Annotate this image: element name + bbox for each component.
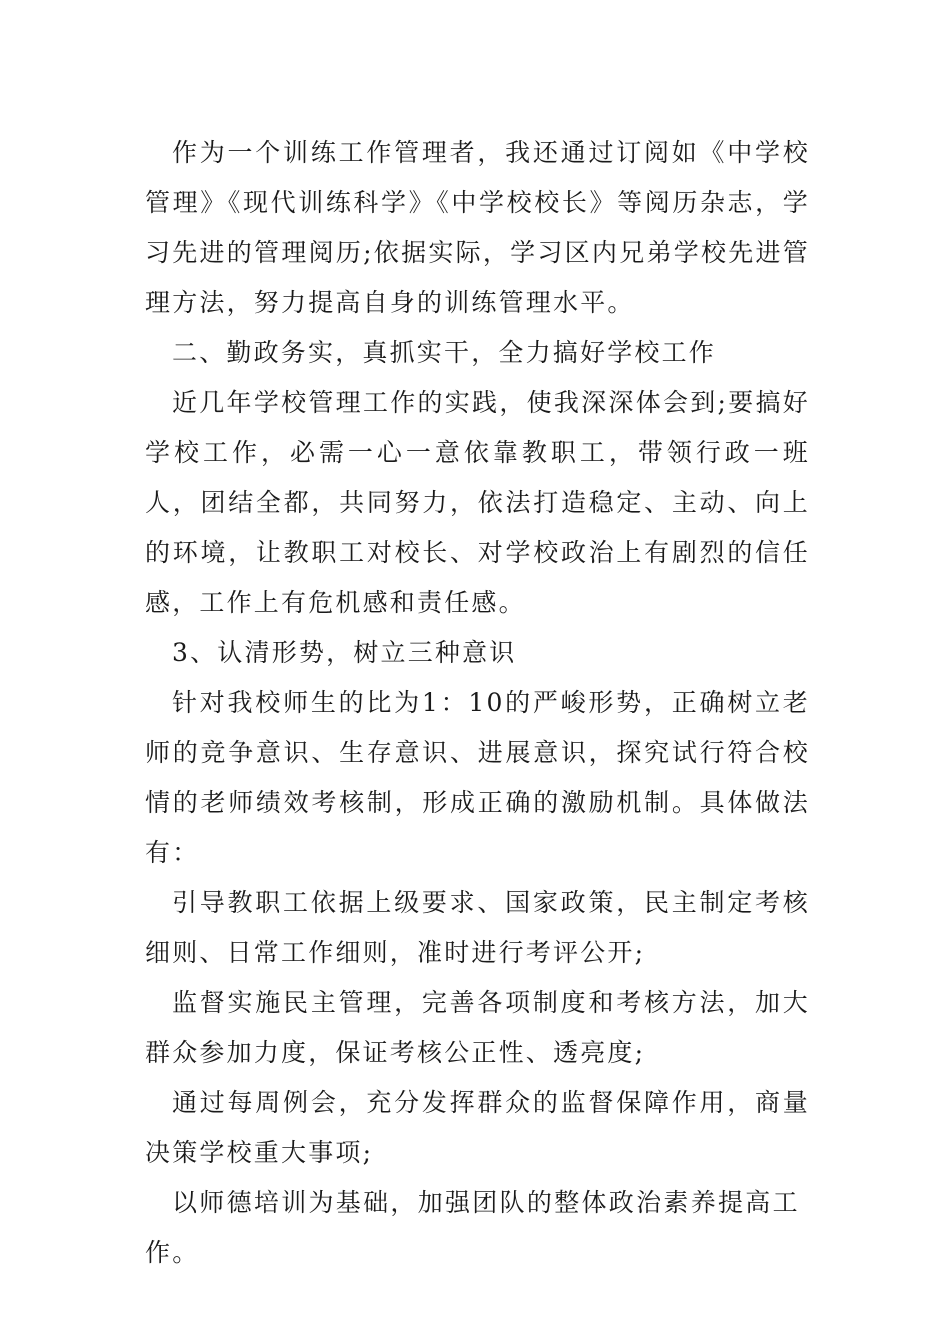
section-heading-work: 二、勤政务实，真抓实干，全力搞好学校工作: [172, 338, 717, 367]
section-heading-awareness: 3、认清形势，树立三种意识: [172, 638, 517, 667]
paragraph-ethics-training: 以师德培训为基础，加强团队的整体政治素养提高工作。: [145, 1188, 800, 1267]
document-page: [145, 128, 810, 1278]
paragraph-weekly-meetings: 通过每周例会，充分发挥群众的监督保障作用，商量决策学校重大事项;: [145, 1088, 810, 1167]
paragraph-reading-habits: 作为一个训练工作管理者，我还通过订阅如《中学校管理》《现代训练科学》《中学校校长》等阅历杂志，学习先进的管理阅历;依据实际，学习区内兄弟学校先进管理方法，努力提高自身的训练管理水平。: [145, 138, 810, 317]
paragraph-democratic-management: 监督实施民主管理，完善各项制度和考核方法，加大群众参加力度，保证考核公正性、透亮度;: [145, 988, 810, 1067]
paragraph-teacher-ratio: 针对我校师生的比为1：10的严峻形势，正确树立老师的竞争意识、生存意识、进展意识，探究试行符合校情的老师绩效考核制，形成正确的激励机制。具体做法有：: [145, 688, 810, 867]
paragraph-management-practice: 近几年学校管理工作的实践，使我深深体会到;要搞好学校工作，必需一心一意依靠教职工，带领行政一班人，团结全都，共同努力，依法打造稳定、主动、向上的环境，让教职工对校长、对学校政治上有剧烈的信任感，工作上有危机感和责任感。: [145, 388, 810, 617]
paragraph-assessment-rules: 引导教职工依据上级要求、国家政策，民主制定考核细则、日常工作细则，准时进行考评公开;: [145, 888, 810, 967]
